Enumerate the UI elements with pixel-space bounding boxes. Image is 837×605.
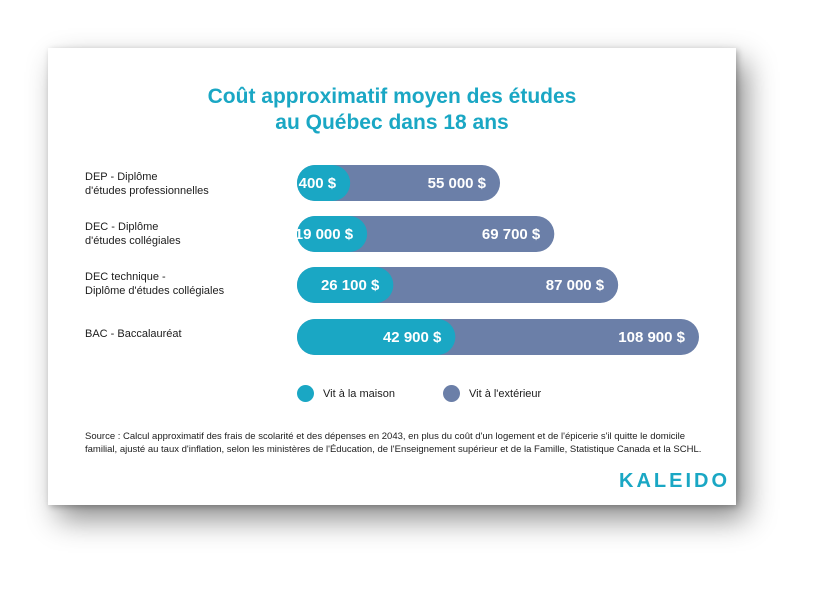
legend-label-home: Vit à la maison	[323, 387, 395, 400]
data-label-home-2: 26 100 $	[320, 277, 380, 294]
legend-label-away: Vit à l'extérieur	[469, 387, 542, 400]
category-label-bac: BAC - Baccalauréat	[85, 328, 182, 340]
legend-swatch-home	[297, 385, 314, 402]
data-label-away-0: 55 000 $	[427, 175, 487, 192]
legend-item-away	[443, 385, 541, 402]
category-label-dep: DEP - Diplôme d'études professionnelles	[85, 171, 209, 197]
legend-swatch-away	[443, 385, 460, 402]
infographic-card	[48, 48, 736, 505]
data-label-home-0: 14 400 $	[277, 175, 337, 192]
data-label-home-3: 42 900 $	[382, 329, 442, 346]
kaleido-logo: KALEIDO	[619, 470, 730, 492]
data-label-home-1: 19 000 $	[294, 226, 354, 243]
category-label-dec: DEC - Diplôme d'études collégiales	[85, 221, 181, 247]
data-label-away-2: 87 000 $	[545, 277, 605, 294]
data-label-away-1: 69 700 $	[481, 226, 541, 243]
source-note: Source : Calcul approximatif des frais de scolarité et des dépenses en 2043, en plus du coût d'un logement et de l'épicerie s'il quitte le domicile familial, ajusté au taux d'inflation, selon les ministères de l'Éducation, de l'Enseignement supérieur et de la Famille, Statistique Canada et la SCHL.	[85, 431, 702, 455]
category-label-dec-technique: DEC technique - Diplôme d'études collégiales	[85, 271, 225, 297]
chart-title-line-2: au Québec dans 18 ans	[275, 111, 509, 134]
data-label-away-3: 108 900 $	[618, 329, 685, 346]
chart-title-line-1: Coût approximatif moyen des études	[207, 85, 577, 108]
legend-item-home	[297, 385, 395, 402]
